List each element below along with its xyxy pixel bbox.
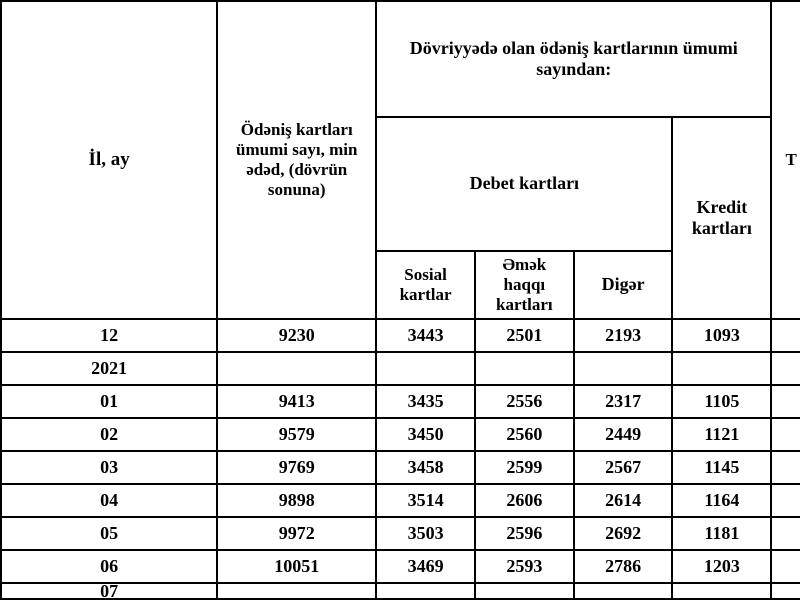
cell-social: 3443 bbox=[376, 319, 475, 352]
cell-credit: 1121 bbox=[672, 418, 771, 451]
header-total-cards: Ödəniş kartları ümumi sayı, min ədəd, (dövrün sonuna) bbox=[217, 1, 376, 319]
header-debit-group: Debet kartları bbox=[376, 117, 672, 251]
cell-period: 04 bbox=[1, 484, 217, 517]
cell-other bbox=[574, 352, 673, 385]
cell-social: 3458 bbox=[376, 451, 475, 484]
table-row bbox=[1, 484, 800, 517]
header-social-cards: Sosial kartlar bbox=[376, 251, 475, 319]
cell-right-edge bbox=[771, 583, 800, 599]
cell-salary bbox=[475, 352, 574, 385]
cell-social: 3450 bbox=[376, 418, 475, 451]
cell-total: 9898 bbox=[217, 484, 376, 517]
cell-total: 9972 bbox=[217, 517, 376, 550]
cell-total: 10051 bbox=[217, 550, 376, 583]
header-right-edge: T bbox=[771, 1, 800, 319]
table-row bbox=[1, 550, 800, 583]
cell-other: 2449 bbox=[574, 418, 673, 451]
cell-total: 9230 bbox=[217, 319, 376, 352]
cell-period: 05 bbox=[1, 517, 217, 550]
cell-right-edge bbox=[771, 352, 800, 385]
cell-credit: 1145 bbox=[672, 451, 771, 484]
cell-other: 2692 bbox=[574, 517, 673, 550]
table-row bbox=[1, 418, 800, 451]
cell-other: 2786 bbox=[574, 550, 673, 583]
cell-salary: 2501 bbox=[475, 319, 574, 352]
cell-total: 9579 bbox=[217, 418, 376, 451]
header-salary-cards: Əmək haqqı kartları bbox=[475, 251, 574, 319]
cell-total bbox=[217, 583, 376, 599]
table-header bbox=[1, 1, 800, 319]
cell-right-edge bbox=[771, 517, 800, 550]
cell-right-edge bbox=[771, 451, 800, 484]
cell-salary: 2596 bbox=[475, 517, 574, 550]
cell-social: 3514 bbox=[376, 484, 475, 517]
cell-credit: 1164 bbox=[672, 484, 771, 517]
header-period: İl, ay bbox=[1, 1, 217, 319]
cell-period: 2021 bbox=[1, 352, 217, 385]
cell-credit: 1093 bbox=[672, 319, 771, 352]
cell-salary: 2593 bbox=[475, 550, 574, 583]
table-body bbox=[1, 319, 800, 599]
cell-credit: 1105 bbox=[672, 385, 771, 418]
cell-right-edge bbox=[771, 484, 800, 517]
cell-social: 3435 bbox=[376, 385, 475, 418]
cell-right-edge bbox=[771, 385, 800, 418]
cell-other bbox=[574, 583, 673, 599]
table-row bbox=[1, 352, 800, 385]
cell-social: 3469 bbox=[376, 550, 475, 583]
cell-salary bbox=[475, 583, 574, 599]
cell-social bbox=[376, 583, 475, 599]
cell-salary: 2599 bbox=[475, 451, 574, 484]
cell-other: 2614 bbox=[574, 484, 673, 517]
cell-right-edge bbox=[771, 418, 800, 451]
table-row bbox=[1, 319, 800, 352]
cell-period: 01 bbox=[1, 385, 217, 418]
cell-period: 03 bbox=[1, 451, 217, 484]
header-circulation-group: Dövriyyədə olan ödəniş kartlarının ümumi sayından: bbox=[376, 1, 771, 117]
cell-right-edge bbox=[771, 319, 800, 352]
cell-salary: 2560 bbox=[475, 418, 574, 451]
cell-credit: 1203 bbox=[672, 550, 771, 583]
cell-social: 3503 bbox=[376, 517, 475, 550]
cell-credit: 1181 bbox=[672, 517, 771, 550]
cell-other: 2193 bbox=[574, 319, 673, 352]
cell-total: 9769 bbox=[217, 451, 376, 484]
cell-total bbox=[217, 352, 376, 385]
header-other-cards: Digər bbox=[574, 251, 673, 319]
cell-credit bbox=[672, 583, 771, 599]
table-row bbox=[1, 583, 800, 599]
table-row bbox=[1, 451, 800, 484]
header-credit-cards: Kredit kartları bbox=[672, 117, 771, 319]
cell-salary: 2556 bbox=[475, 385, 574, 418]
table-row bbox=[1, 385, 800, 418]
cell-other: 2317 bbox=[574, 385, 673, 418]
cell-period: 12 bbox=[1, 319, 217, 352]
cell-social bbox=[376, 352, 475, 385]
cell-salary: 2606 bbox=[475, 484, 574, 517]
cell-total: 9413 bbox=[217, 385, 376, 418]
table-row bbox=[1, 517, 800, 550]
cell-period: 02 bbox=[1, 418, 217, 451]
cell-credit bbox=[672, 352, 771, 385]
cell-period: 06 bbox=[1, 550, 217, 583]
cell-other: 2567 bbox=[574, 451, 673, 484]
cell-period: 07 bbox=[1, 583, 217, 599]
cell-right-edge bbox=[771, 550, 800, 583]
